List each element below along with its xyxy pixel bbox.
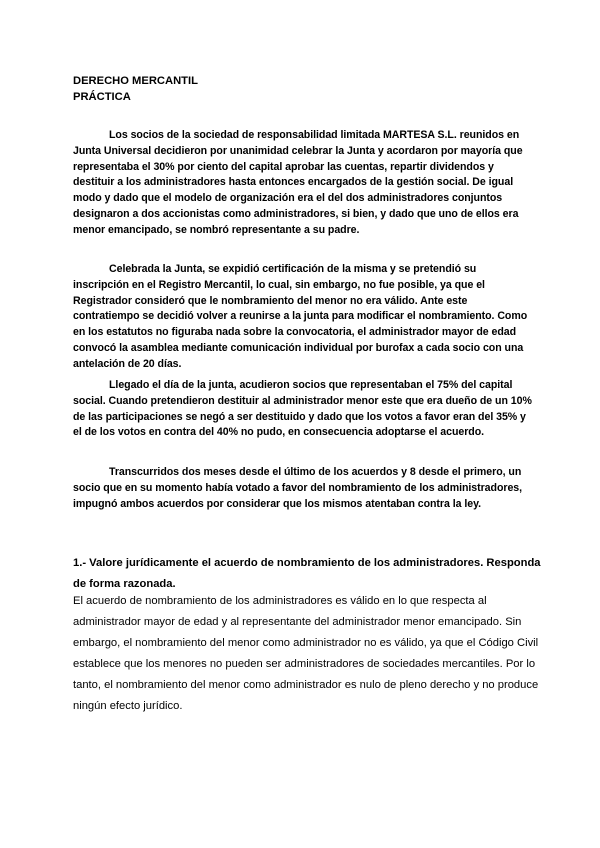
case-paragraph-1 [73,128,533,239]
paragraph-text: Los socios de la sociedad de responsabilidad limitada MARTESA S.L. reunidos en Junta Universal decidieron por unanimidad celebrar la Junta y acordaron por mayoría que representaba el 30% por ciento del capital aprobar las cuentas, repartir dividendos y destituir a los administradores hasta entonces encargados de la gestión social. De igual modo y dado que el modelo de organización era el del dos administradores conjuntos designaron a dos accionistas como administradores, si bien, y dado que uno de ellos era menor emancipado, se nombró representante a su padre. [73,129,523,236]
subject-title: DERECHO MERCANTIL [73,75,198,87]
answer-1: El acuerdo de nombramiento de los administradores es válido en lo que respecta al administrador mayor de edad y al representante del administrador menor emancipado. Sin embargo, el nombramiento del menor como administrador no es válido, ya que el Código Civil establece que los menores no pueden ser administradores de sociedades mercantiles. Por lo tanto, el nombramiento del menor como administrador es nulo de pleno derecho y no produce ningún efecto jurídico. [73,595,539,712]
case-paragraph-4 [73,465,533,512]
paragraph-text: Celebrada la Junta, se expidió certificación de la misma y se pretendió su inscripción en el Registro Mercantil, lo cual, sin embargo, no fue posible, ya que el Registrador consideró que le nombramiento del menor no era válido. Ante este contratiempo se decidió volver a reunirse a la junta para modificar el nombramiento. Como en los estatutos no figuraba nada sobre la convocatoria, el administrador mayor de edad convocó la asamblea mediante comunicación individual por burofax a cada socio con una antelación de 20 días. [73,263,528,370]
case-paragraph-2 [73,262,533,373]
practice-title: PRÁCTICA [73,91,131,103]
paragraph-text: Transcurridos dos meses desde el último de los acuerdos y 8 desde el primero, un socio que en su momento había votado a favor del nombramiento de los administradores, impugnó ambos acuerdos por considerar que los mismos atentaban contra la ley. [73,466,523,510]
document-header [73,73,198,105]
question-1: 1.- Valore jurídicamente el acuerdo de nombramiento de los administradores. Responda de forma razonada. [73,557,541,590]
case-paragraph-3 [73,378,533,441]
paragraph-text: Llegado el día de la junta, acudieron socios que representaban el 75% del capital social. Cuando pretendieron destituir al administrador menor este que era dueño de un 10% de las participaciones se negó a ser destituido y dado que los votos a favor eran del 35% y el de los votos en contra del 40% no pudo, en consecuencia adoptarse el acuerdo. [73,379,532,439]
